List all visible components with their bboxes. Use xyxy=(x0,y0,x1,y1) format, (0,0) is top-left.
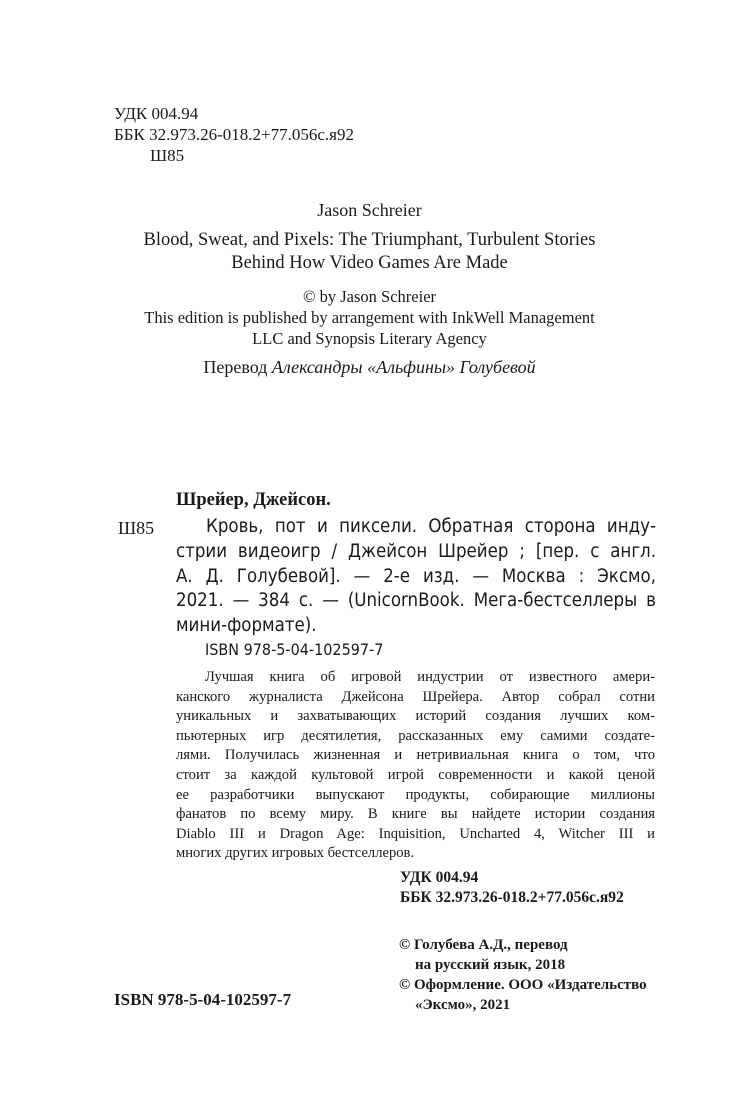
classification-block xyxy=(114,103,354,166)
bottom-classification xyxy=(400,868,624,908)
bottom-udk: УДК 004.94 xyxy=(400,869,479,886)
card-author: Шрейер, Джейсон. xyxy=(176,490,331,510)
copyright-line: «Эксмо», 2021 xyxy=(415,997,511,1013)
author-mark: Ш85 xyxy=(150,146,185,165)
copyright-line: © Оформление. ООО «Издательство xyxy=(399,977,647,993)
original-copyright-line: This edition is published by arrangement with InkWell Management xyxy=(144,308,595,327)
annotation-line: Лучшая книга об игровой индустрии от известного амери- xyxy=(205,669,655,685)
annotation-line: стоит за каждой культовой игрой современности и какой ценой xyxy=(176,766,655,783)
original-copyright xyxy=(0,286,739,349)
bbk-code: ББК 32.973.26-018.2+77.056с.я92 xyxy=(114,125,354,144)
original-copyright-line: © by Jason Schreier xyxy=(302,287,437,306)
translation-credit xyxy=(0,357,739,378)
bottom-bbk: ББК 32.973.26-018.2+77.056с.я92 xyxy=(400,889,624,906)
annotation-line: Diablo III и Dragon Age: Inquisition, Uncharted 4, Witcher III и xyxy=(176,825,655,842)
annotation xyxy=(176,668,655,864)
annotation-line: уникальных и захватывающих историй создания лучших ком- xyxy=(176,708,655,725)
annotation-line: канского журналиста Джейсона Шрейера. Автор собрал сотни xyxy=(176,688,655,705)
original-title-line: Behind How Video Games Are Made xyxy=(231,253,508,273)
card-description-line: Кровь, пот и пиксели. Обратная сторона инду- xyxy=(206,516,656,537)
udk-code: УДК 004.94 xyxy=(114,104,199,123)
annotation-line: ее разработчики выпускают продукты, собирающие миллионы xyxy=(176,786,655,803)
annotation-line: пьютерных игр десятилетия, рассказанных ему самими создате- xyxy=(176,727,655,744)
original-copyright-line: LLC and Synopsis Literary Agency xyxy=(252,329,487,348)
copyright-line: © Голубева А.Д., перевод xyxy=(399,937,568,953)
original-author: Jason Schreier xyxy=(317,200,422,220)
card-code: Ш85 xyxy=(118,518,155,538)
card-isbn: ISBN 978-5-04-102597-7 xyxy=(205,640,384,659)
card-description-line: стрии видеоигр / Джейсон Шрейер ; [пер. с англ. xyxy=(176,540,656,562)
bottom-copyrights xyxy=(399,935,647,1015)
card-description-line: А. Д. Голубевой]. — 2-е изд. — Москва : Эксмо, xyxy=(176,565,656,587)
card-description-line: мини-формате). xyxy=(176,615,317,637)
bottom-isbn: ISBN 978-5-04-102597-7 xyxy=(114,990,292,1009)
annotation-line: фанатов по всему миру. В книге вы найдете истории создания xyxy=(176,806,655,823)
annotation-line: многих других игровых бестселлеров. xyxy=(176,845,415,862)
card-description-line: 2021. — 384 с. — (UnicornBook. Мега-бестселлеры в xyxy=(176,590,656,612)
original-title-line: Blood, Sweat, and Pixels: The Triumphant, Turbulent Stories xyxy=(143,230,596,250)
card-description xyxy=(176,515,656,639)
copyright-line: на русский язык, 2018 xyxy=(415,957,566,973)
annotation-line: лями. Получилась жизненная и нетривиальная книга о том, что xyxy=(176,747,655,764)
original-title xyxy=(0,229,739,275)
translation-label: Перевод xyxy=(203,357,268,377)
translator-name: Александры «Альфины» Голубевой xyxy=(271,357,536,377)
